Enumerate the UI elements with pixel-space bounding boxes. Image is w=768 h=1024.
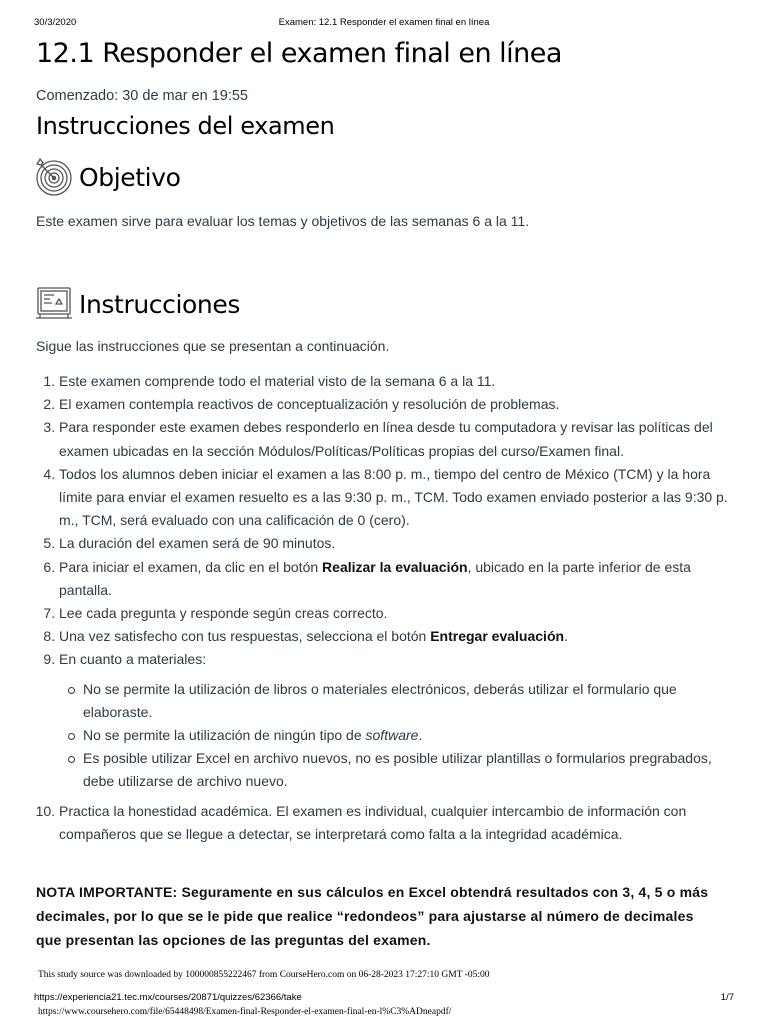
page-number: 1/7 [720, 992, 734, 1003]
instructions-intro: Sigue las instrucciones que se presentan a continuación. [36, 338, 390, 354]
sublist-item: Es posible utilizar Excel en archivo nuevos, no es posible utilizar plantillas o formularios pregrabados, debe utilizarse de archivo nuevo. [83, 747, 739, 793]
list-item: 2. El examen contempla reactivos de conceptualización y resolución de problemas. [59, 393, 739, 416]
page-title: 12.1 Responder el examen final en línea [36, 38, 562, 69]
source-url: https://www.coursehero.com/file/65448498/Examen-final-Responder-el-examen-final-en-l%C3%ADneapdf/ [38, 1007, 452, 1017]
instructions-heading [34, 284, 240, 324]
list-item: 1. Este examen comprende todo el material visto de la semana 6 a la 11. [59, 370, 739, 393]
entregar-evaluacion-reference: Entregar evaluación [430, 628, 565, 645]
list-item-text: , ubicado en la parte inferior de esta pantalla. [59, 558, 691, 598]
list-item-text: . [564, 628, 568, 645]
target-icon [34, 157, 74, 197]
objective-text: Este examen sirve para evaluar los temas y objetivos de las semanas 6 a la 11. [36, 213, 530, 229]
list-item [59, 648, 739, 793]
list-item: 10. Practica la honestidad académica. El examen es individual, cualquier intercambio de información con compañeros que se llegue a detectar, se interpretará como falta a la integridad académica. [59, 800, 739, 846]
footer-url: https://experiencia21.tec.mx/courses/20871/quizzes/62366/take [34, 992, 302, 1003]
list-item-text: En cuanto a materiales: [59, 651, 207, 668]
list-item: 4. Todos los alumnos deben iniciar el examen a las 8:00 p. m., tiempo del centro de México (TCM) y la hora límite para enviar el examen resuelto es a las 9:30 p. m., TCM. Todo examen enviado posterior a las 9:30 p. m., TCM, será evaluado con una calificación de 0 (cero). [59, 463, 739, 533]
sublist-item [83, 724, 739, 747]
list-item [59, 625, 739, 648]
sublist-item-text: . [418, 727, 423, 744]
software-term: software [365, 727, 419, 744]
section-title: Instrucciones del examen [36, 112, 335, 140]
realizar-evaluacion-reference: Realizar la evaluación [322, 558, 468, 575]
print-date: 30/3/2020 [34, 17, 77, 28]
sublist-item-text: No se permite la utilización de ningún tipo de [83, 727, 366, 744]
list-item: 3. Para responder este examen debes responderlo en línea desde tu computadora y revisar las políticas del examen ubicadas en la sección Módulos/Políticas/Políticas propias del curso/Examen final. [59, 416, 739, 462]
print-header [34, 17, 734, 31]
study-source-notice: This study source was downloaded by 100000855222467 from CourseHero.com on 06-28-2023 17:27:10 GMT -05:00 [38, 970, 490, 980]
print-document-title: Examen: 12.1 Responder el examen final en línea [278, 17, 490, 28]
objective-heading-label: Objetivo [79, 162, 181, 192]
objective-heading [34, 157, 181, 197]
instructions-board-icon [34, 284, 74, 324]
instructions-heading-label: Instrucciones [79, 289, 240, 319]
list-item-text: Para iniciar el examen, da clic en el botón [59, 558, 323, 575]
important-note: NOTA IMPORTANTE: Seguramente en sus cálculos en Excel obtendrá resultados con 3, 4, 5 o más decimales, por lo que se le pide que realice “redondeos” para ajustarse al número de decimales que presentan las opciones de las preguntas del examen. [36, 884, 709, 948]
sublist-item: No se permite la utilización de libros o materiales electrónicos, deberás utilizar el formulario que elaboraste. [83, 678, 739, 724]
instructions-list [36, 370, 739, 846]
list-item [59, 556, 739, 602]
list-item: 5. La duración del examen será de 90 minutos. [59, 532, 739, 555]
started-timestamp: Comenzado: 30 de mar en 19:55 [36, 88, 248, 104]
list-item-text: Una vez satisfecho con tus respuestas, selecciona el botón [59, 628, 431, 645]
list-item: 7. Lee cada pregunta y responde según creas correcto. [59, 602, 739, 625]
materials-sublist [59, 678, 739, 794]
